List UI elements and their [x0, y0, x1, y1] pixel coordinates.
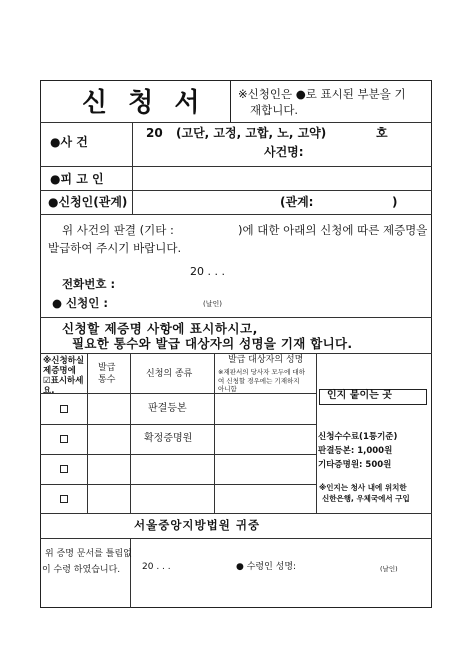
divider [40, 513, 432, 514]
request-applicant-label: ● 신청인 : [52, 296, 108, 310]
case-types: (고단, 고정, 고합, 노, 고약) [176, 126, 327, 140]
stamp-title: 인지 붙이는 곳 [327, 390, 392, 401]
request-line1-b: )에 대한 아래의 신청에 따른 제증명을 [238, 223, 428, 237]
instruction-line1: 신청할 제증명 사항에 표시하시고, [62, 321, 258, 336]
receiver-label: ● 수령인 성명: [236, 562, 297, 572]
receipt-line-1: 위 증명 문서를 틀림없 [45, 549, 132, 559]
table-header-count: 발급 [98, 363, 116, 373]
request-date: 20 . . . [190, 265, 225, 278]
divider [40, 317, 432, 318]
row-checkbox[interactable] [60, 405, 68, 413]
header-note-line1: ※신청인은 ●로 표시된 부분을 기 [238, 87, 406, 101]
row-checkbox[interactable] [60, 495, 68, 503]
row-kind-label: 확정증명원 [144, 433, 193, 444]
receipt-date: 20 . . . [142, 562, 171, 572]
fee-line-2: 기타증명원: 500원 [318, 460, 392, 470]
request-seal: (날인) [203, 300, 222, 308]
row-checkbox[interactable] [60, 435, 68, 443]
table-column-divider [214, 353, 215, 513]
divider [40, 190, 432, 191]
phone-label: 전화번호 : [62, 277, 116, 291]
stamp-note-1: ※인지는 청사 내에 위치한 [319, 483, 407, 492]
table-column-divider [87, 353, 88, 513]
form-title: 신 청 서 [82, 88, 206, 118]
table-header-kind: 신청의 종류 [146, 369, 193, 379]
table-row-divider [40, 393, 316, 394]
relation-label: (관계: [280, 195, 314, 209]
divider [40, 214, 432, 215]
table-column-divider [130, 353, 131, 513]
request-line1-a: 위 사건의 판결 (기타 : [62, 223, 174, 237]
instruction-line2: 필요한 통수와 발급 대상자의 성명을 기재 합니다. [72, 336, 353, 351]
defendant-label: ●피 고 인 [50, 172, 104, 186]
case-name-label: 사건명: [264, 145, 304, 159]
table-header-target-note: 여 신청할 경우에는 기재하지 [218, 377, 300, 385]
table-header-mark: 제증명에 [43, 366, 76, 376]
fee-title: 신청수수료(1통기준) [318, 432, 398, 442]
fee-line-1: 판결등본: 1,000원 [318, 446, 393, 456]
court-name: 서울중앙지방법원 귀중 [134, 518, 261, 532]
relation-close: ) [392, 195, 398, 209]
row-checkbox[interactable] [60, 465, 68, 473]
divider [40, 353, 432, 354]
receipt-line-2: 이 수령 하였습니다. [42, 565, 121, 575]
table-header-mark: ※신청하실 [43, 356, 85, 366]
divider [40, 122, 432, 123]
divider [40, 538, 432, 539]
case-number-suffix: 호 [376, 126, 388, 140]
header-note-line2: 재합니다. [250, 103, 299, 117]
row-kind-label: 판결등본 [148, 403, 187, 414]
table-row-divider [40, 424, 316, 425]
table-header-target: 발급 대상자의 성명 [228, 355, 304, 365]
applicant-label: ●신청인(관계) [48, 195, 128, 209]
case-label: ●사 건 [50, 135, 88, 149]
divider [40, 166, 432, 167]
table-header-target-note: 아니함 [218, 385, 237, 393]
stamp-note-2: 신한은행, 우체국에서 구입 [322, 494, 410, 503]
request-line2: 발급하여 주시기 바랍니다. [48, 241, 182, 255]
table-header-count: 통수 [98, 375, 116, 385]
label-column-divider [132, 122, 133, 214]
table-header-mark: ☑표시하세 [43, 376, 84, 386]
table-header-target-note: ※재판서의 당사자 모두에 대하 [218, 368, 305, 376]
table-row-divider [40, 454, 316, 455]
table-column-divider [316, 353, 317, 513]
table-header-mark: 요. [43, 386, 55, 396]
case-year-prefix: 20 [146, 126, 163, 140]
table-row-divider [40, 484, 316, 485]
receiver-seal: (날인) [380, 565, 398, 573]
